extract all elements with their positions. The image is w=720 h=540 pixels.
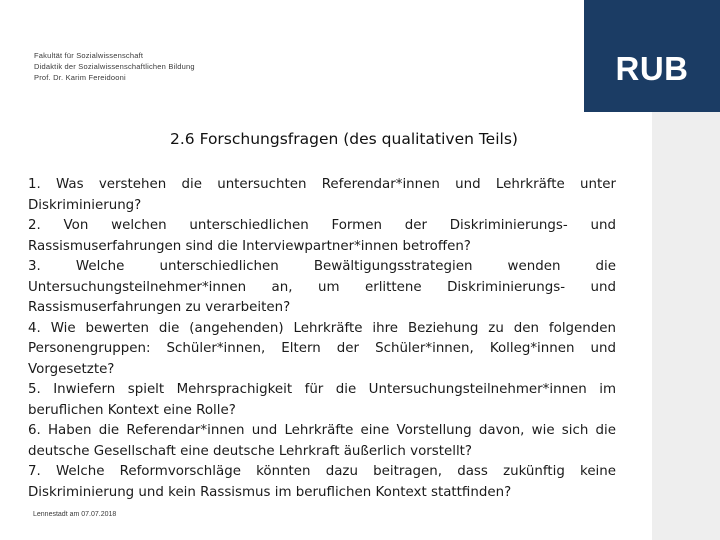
question-2: 2. Von welchen unterschiedlichen Formen der Diskriminierungs- und Rassismuserfahrungen sind die Interviewpartner*innen betroffen? bbox=[28, 218, 616, 254]
department-name: Didaktik der Sozialwissenschaftlichen Bildung bbox=[34, 62, 195, 71]
research-questions bbox=[28, 175, 616, 503]
question-4: 4. Wie bewerten die (angehenden) Lehrkräfte ihre Beziehung zu den folgenden Personengruppen: Schüler*innen, Eltern der Schüler*innen, Kolleg*innen und Vorgesetzte? bbox=[28, 320, 616, 377]
faculty-name: Fakultät für Sozialwissenschaft bbox=[34, 51, 144, 60]
question-6: 6. Haben die Referendar*innen und Lehrkräfte eine Vorstellung davon, wie sich die deutsche Gesellschaft eine deutsche Lehrkraft äußerlich vorstellt? bbox=[28, 423, 616, 459]
logo-text: RUB bbox=[615, 50, 689, 87]
footer-date: Lennestadt am 07.07.2018 bbox=[33, 511, 117, 518]
slide-title: 2.6 Forschungsfragen (des qualitativen Teils) bbox=[170, 130, 518, 148]
professor-name: Prof. Dr. Karim Fereidooni bbox=[34, 73, 126, 82]
question-7: 7. Welche Reformvorschläge könnten dazu beitragen, dass zukünftig keine Diskriminierung und kein Rassismus im beruflichen Kontext stattfinden? bbox=[28, 464, 616, 500]
faculty-header bbox=[34, 50, 195, 83]
rub-logo bbox=[584, 0, 720, 112]
question-5: 5. Inwiefern spielt Mehrsprachigkeit für die Untersuchungsteilnehmer*innen im beruflichen Kontext eine Rolle? bbox=[28, 382, 616, 418]
question-3: 3. Welche unterschiedlichen Bewältigungsstrategien wenden die Untersuchungsteilnehmer*innen an, um erlittene Diskriminierungs- und Rassismuserfahrungen zu verarbeiten? bbox=[28, 259, 616, 315]
question-1: 1. Was verstehen die untersuchten Referendar*innen und Lehrkräfte unter Diskriminierung? bbox=[28, 177, 616, 213]
